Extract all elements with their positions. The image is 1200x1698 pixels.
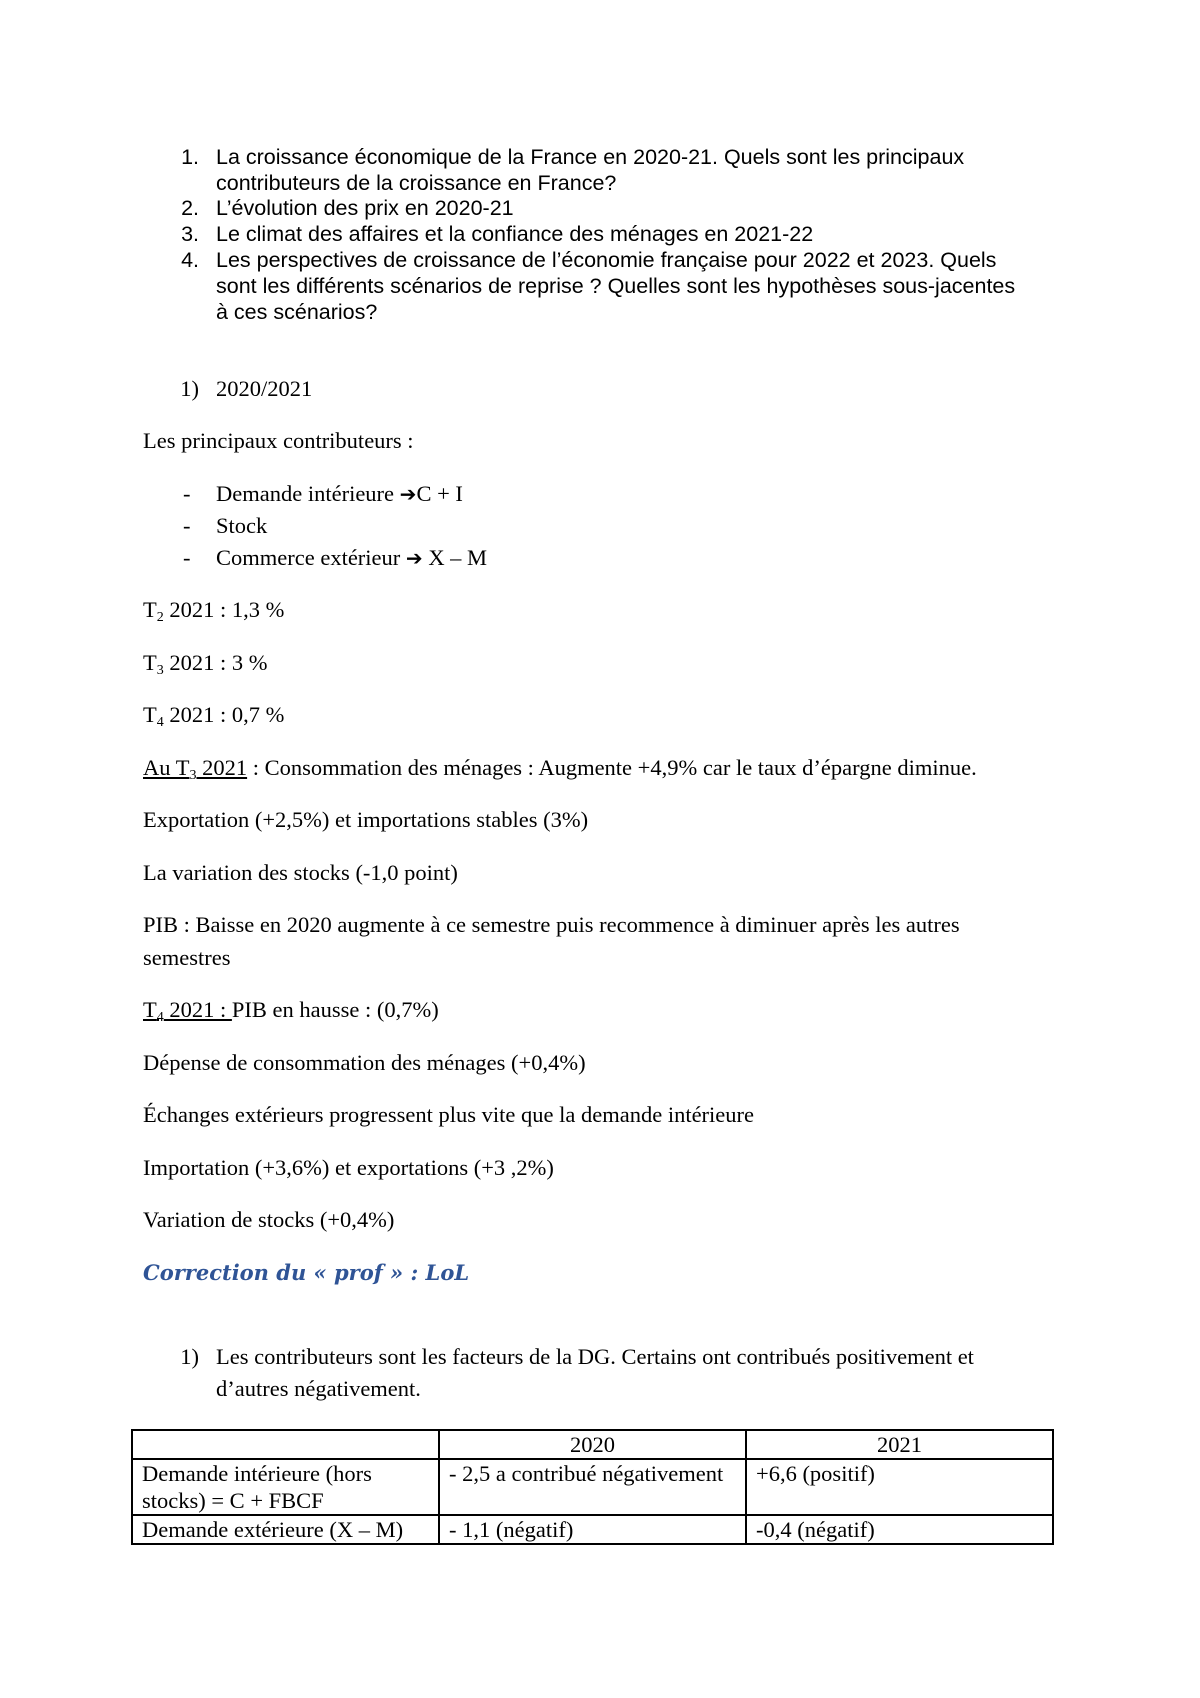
arrow-icon: ➔	[405, 546, 423, 570]
list-item-text: sont les différents scénarios de reprise ? Quelles sont les hypothèses sous-jacentes	[216, 274, 1016, 298]
table-cell: - 2,5 a contribué négativement	[439, 1459, 746, 1515]
paragraph: PIB : Baisse en 2020 augmente à ce semestre puis recommence à diminuer après les autres	[143, 912, 960, 937]
quarter-line: $T_4$ 2021 : 0,7 %	[143, 702, 285, 730]
table-cell: +6,6 (positif)	[746, 1459, 1053, 1515]
table-header-cell	[132, 1430, 439, 1459]
bullet-item: Commerce extérieur ➔ X – M	[216, 545, 488, 570]
list-item-text: La croissance économique de la France en 2020-21. Quels sont les principaux	[216, 145, 965, 169]
arrow-icon: ➔	[399, 482, 417, 506]
table-row	[132, 1459, 1053, 1515]
t3-paragraph: Au $T_3$ 2021 : Consommation des ménages : Augmente +4,9% car le taux d’épargne diminue.	[143, 755, 977, 783]
table-cell: - 1,1 (négatif)	[439, 1515, 746, 1544]
table-header-row	[132, 1430, 1053, 1459]
bullet-item: Stock	[216, 513, 268, 538]
contributors-label: Les principaux contributeurs :	[143, 428, 414, 453]
list-item-text: Les perspectives de croissance de l’économie française pour 2022 et 2023. Quels	[216, 248, 997, 272]
t3-label: Au $T_3$ 2021	[143, 755, 248, 783]
paragraph: Importation (+3,6%) et exportations (+3 ,2%)	[143, 1155, 554, 1180]
table-cell: -0,4 (négatif)	[746, 1515, 1053, 1544]
paragraph: Dépense de consommation des ménages (+0,4%)	[143, 1050, 586, 1075]
list-item-text: contributeurs de la croissance en France?	[216, 171, 617, 195]
bullet-dash: -	[183, 481, 191, 506]
paragraph: semestres	[143, 945, 231, 970]
list-item-text: Le climat des affaires et la confiance des ménages en 2021-22	[216, 222, 814, 246]
table-cell: Demande extérieure (X – M)	[132, 1515, 439, 1544]
bullet-item: Demande intérieure ➔C + I	[216, 481, 463, 506]
paragraph: Les contributeurs sont les facteurs de la DG. Certains ont contribués positivement et	[216, 1344, 974, 1369]
section-number: 1)	[180, 376, 199, 401]
table-header-cell: 2020	[439, 1430, 746, 1459]
table-header-cell: 2021	[746, 1430, 1053, 1459]
paragraph: La variation des stocks (-1,0 point)	[143, 860, 458, 885]
table-cell: Demande intérieure (hors stocks) = C + FBCF	[132, 1459, 439, 1515]
paragraph: Exportation (+2,5%) et importations stables (3%)	[143, 807, 589, 832]
list-number: 3.	[181, 222, 199, 246]
table-row	[132, 1515, 1053, 1544]
list-item-text: à ces scénarios?	[216, 300, 378, 324]
quarter-line: $T_3$ 2021 : 3 %	[143, 650, 268, 678]
paragraph: d’autres négativement.	[216, 1376, 421, 1401]
quarter-line: $T_2$ 2021 : 1,3 %	[143, 597, 285, 625]
contributions-table	[131, 1429, 1054, 1545]
list-number: 2.	[181, 196, 199, 220]
correction-heading: Correction du « prof » : LoL	[143, 1260, 470, 1285]
list-item-text: L’évolution des prix en 2020-21	[216, 196, 514, 220]
t4-paragraph: $T_4$ 2021 : PIB en hausse : (0,7%)	[143, 997, 439, 1025]
paragraph: Échanges extérieurs progressent plus vite que la demande intérieure	[143, 1102, 755, 1127]
paragraph: Variation de stocks (+0,4%)	[143, 1207, 395, 1232]
list-number: 1.	[181, 145, 199, 169]
bullet-dash: -	[183, 545, 191, 570]
section-number: 1)	[180, 1344, 199, 1369]
list-number: 4.	[181, 248, 199, 272]
bullet-dash: -	[183, 513, 191, 538]
section-title: 2020/2021	[216, 376, 313, 401]
t4-label: $T_4$ 2021 :	[143, 997, 232, 1025]
